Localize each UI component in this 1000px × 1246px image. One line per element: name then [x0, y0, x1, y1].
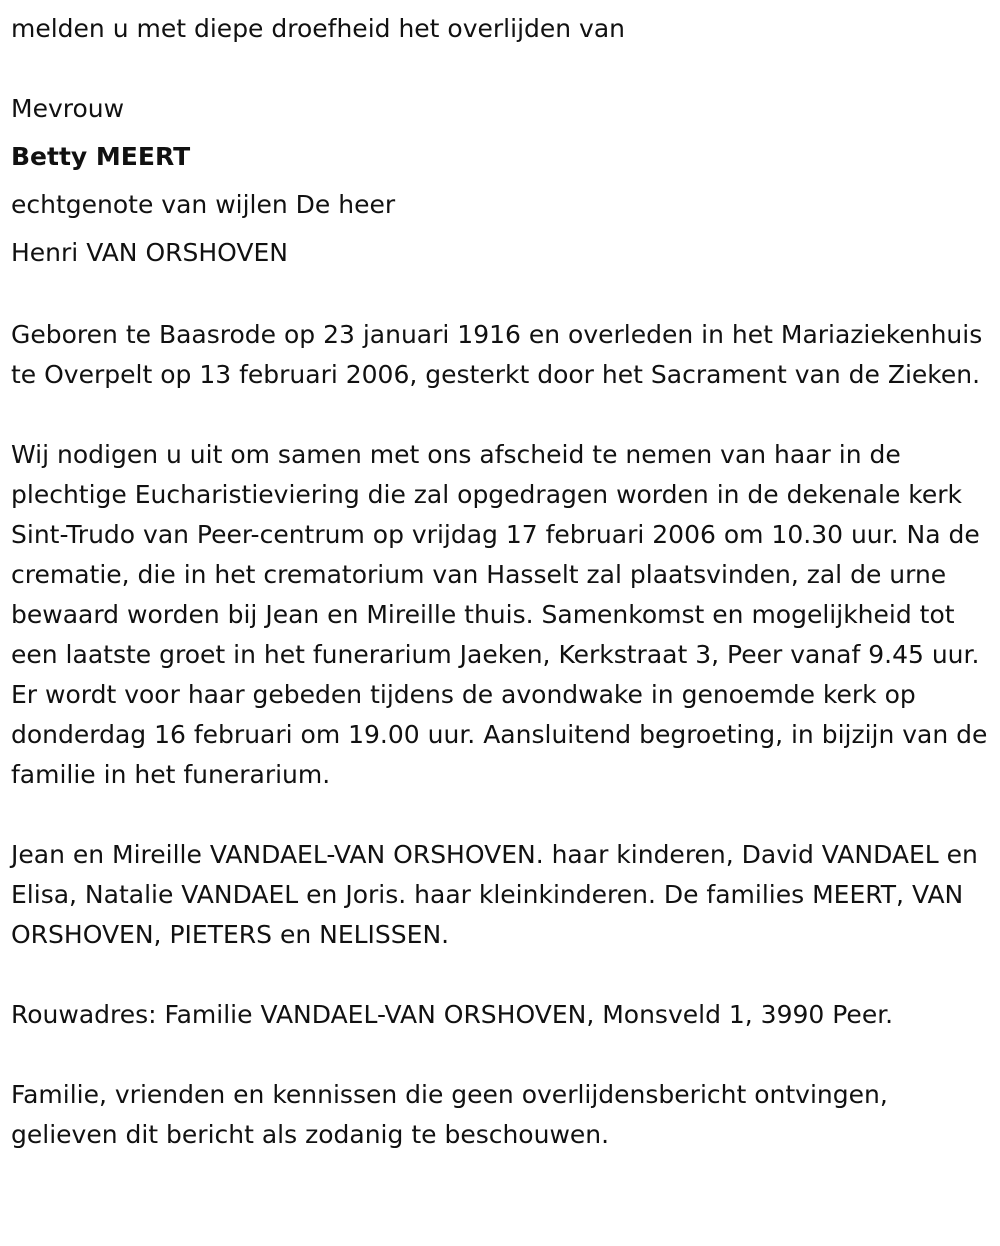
spouse-line-1: echtgenote van wijlen De heer	[11, 190, 396, 219]
ceremony-paragraph: Wij nodigen u uit om samen met ons afscheid te nemen van haar in de plechtige Eucharistieviering die zal opgedragen worden in de dekenale kerk Sint-Trudo van Peer-centrum op vrijdag 17 februari 2006 om 10.30 uur. Na de crematie, die in het crematorium van Hasselt zal plaatsvinden, zal de urne bewaard worden bij Jean en Mireille thuis. Samenkomst en mogelijkheid tot een laatste groet in het funerarium Jaeken, Kerkstraat 3, Peer vanaf 9.45 uur. Er wordt voor haar gebeden tijdens de avondwake in genoemde kerk op donderdag 16 februari om 19.00 uur. Aansluitend begroeting, in bijzijn van de familie in het funerarium.	[11, 440, 988, 789]
closing-paragraph: Familie, vrienden en kennissen die geen overlijdensbericht ontvingen, gelieven dit bericht als zodanig te beschouwen.	[11, 1080, 888, 1149]
birth-death-paragraph: Geboren te Baasrode op 23 januari 1916 en overleden in het Mariaziekenhuis te Overpelt op 13 februari 2006, gesterkt door het Sacrament van de Zieken.	[11, 320, 983, 389]
spouse-line-2: Henri VAN ORSHOVEN	[11, 238, 289, 267]
intro-text: melden u met diepe droefheid het overlijden van	[11, 14, 626, 43]
family-paragraph: Jean en Mireille VANDAEL-VAN ORSHOVEN. haar kinderen, David VANDAEL en Elisa, Natalie VANDAEL en Joris. haar kleinkinderen. De families MEERT, VAN ORSHOVEN, PIETERS en NELISSEN.	[11, 840, 978, 949]
address-paragraph: Rouwadres: Familie VANDAEL-VAN ORSHOVEN, Monsveld 1, 3990 Peer.	[11, 1000, 894, 1029]
salutation: Mevrouw	[11, 94, 125, 123]
deceased-name: Betty MEERT	[11, 142, 191, 171]
